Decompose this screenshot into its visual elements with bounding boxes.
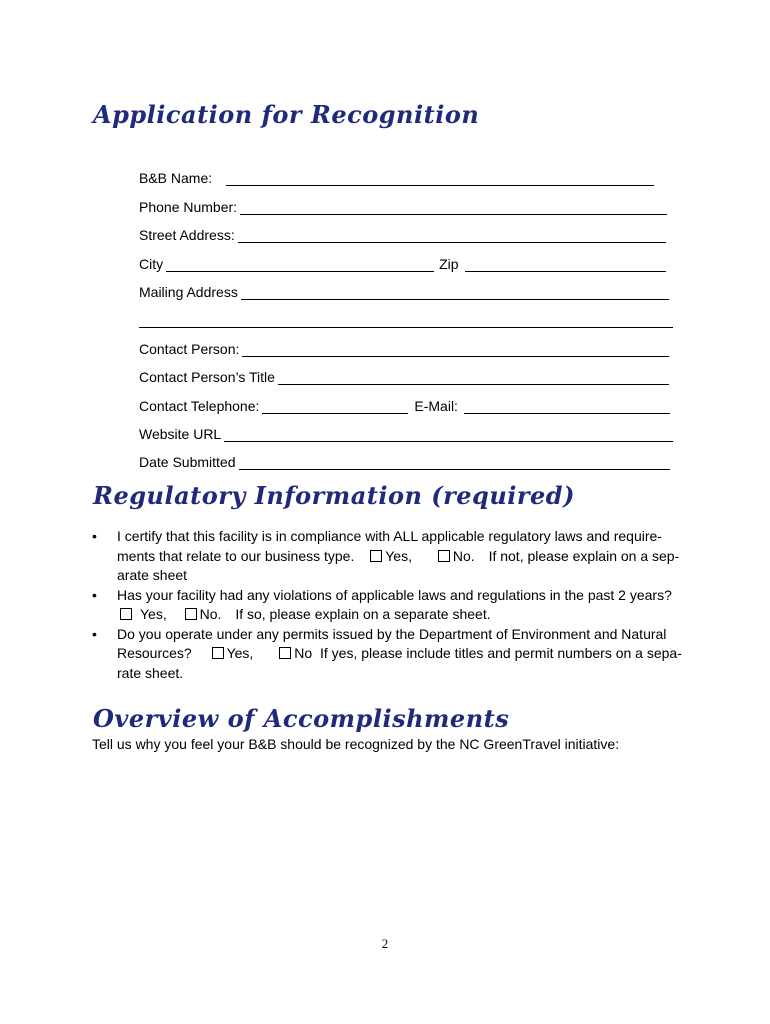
q3-text: Do you operate under any permits issued by the Department of Environment and Natural Resources? bbox=[117, 625, 667, 661]
q1-follow: If not, please explain on a sep-arate sheet bbox=[117, 547, 680, 583]
contact-title-label: Contact Person’s Title bbox=[139, 369, 275, 385]
city-field[interactable] bbox=[166, 257, 434, 272]
contact-title-field[interactable] bbox=[278, 370, 669, 385]
overview-title: Overview of Accomplishments bbox=[93, 704, 510, 733]
date-label: Date Submitted bbox=[139, 454, 236, 470]
mailing-field-2[interactable] bbox=[139, 313, 673, 328]
question-permits bbox=[92, 625, 682, 684]
q3-yes-label: Yes, bbox=[226, 645, 254, 661]
bullet-icon: • bbox=[92, 625, 97, 642]
city-label: City bbox=[139, 256, 164, 272]
contact-phone-row bbox=[139, 396, 670, 414]
date-row bbox=[139, 452, 670, 470]
bb-name-row bbox=[139, 168, 654, 186]
contact-person-row bbox=[139, 339, 669, 357]
zip-field[interactable] bbox=[465, 257, 666, 272]
question-compliance bbox=[92, 527, 682, 586]
contact-title-row bbox=[139, 367, 669, 385]
application-title: Application for Recognition bbox=[93, 100, 480, 129]
website-row bbox=[139, 424, 673, 442]
q2-yes-label: Yes, bbox=[140, 606, 167, 622]
q3-yes-checkbox[interactable] bbox=[212, 647, 224, 659]
regulatory-title: Regulatory Information (required) bbox=[93, 481, 575, 510]
mailing-label: Mailing Address bbox=[139, 284, 238, 300]
date-field[interactable] bbox=[239, 455, 670, 470]
city-zip-row bbox=[139, 254, 666, 272]
q3-follow: If yes, please include titles and permit numbers on a sepa-rate sheet. bbox=[117, 645, 682, 681]
bb-name-label: B&B Name: bbox=[139, 170, 213, 186]
phone-row bbox=[139, 197, 667, 215]
q1-yes-label: Yes, bbox=[385, 547, 412, 564]
website-field[interactable] bbox=[224, 427, 673, 442]
regulatory-questions bbox=[92, 527, 682, 683]
phone-field[interactable] bbox=[240, 200, 667, 215]
q1-no-label: No. bbox=[452, 547, 475, 564]
contact-phone-field[interactable] bbox=[262, 399, 408, 414]
overview-prompt: Tell us why you feel your B&B should be recognized by the NC GreenTravel initiative: bbox=[92, 736, 620, 752]
question-violations bbox=[92, 586, 682, 625]
website-label: Website URL bbox=[139, 426, 222, 442]
q2-no-label: No. bbox=[199, 606, 222, 622]
mailing-field[interactable] bbox=[241, 285, 669, 300]
street-row bbox=[139, 225, 666, 243]
q2-follow: If so, please explain on a separate sheet. bbox=[235, 606, 491, 622]
page-number: 2 bbox=[381, 936, 389, 951]
street-field[interactable] bbox=[238, 228, 666, 243]
q1-yes-checkbox[interactable] bbox=[370, 550, 382, 562]
q2-text: Has your facility had any violations of applicable laws and regulations in the past 2 years? bbox=[117, 586, 672, 603]
q1-text: I certify that this facility is in compliance with ALL applicable regulatory laws and require-ments that relate to our business type. bbox=[117, 528, 662, 564]
q1-no-checkbox[interactable] bbox=[438, 550, 450, 562]
mailing-row bbox=[139, 282, 669, 300]
phone-label: Phone Number: bbox=[139, 199, 238, 215]
street-label: Street Address: bbox=[139, 227, 235, 243]
q2-yes-checkbox[interactable] bbox=[120, 608, 132, 620]
q3-no-label: No bbox=[294, 645, 313, 661]
q2-no-checkbox[interactable] bbox=[185, 608, 197, 620]
contact-phone-label: Contact Telephone: bbox=[139, 398, 260, 414]
mailing-row-2 bbox=[139, 310, 673, 328]
q3-no-checkbox[interactable] bbox=[279, 647, 291, 659]
contact-person-field[interactable] bbox=[242, 342, 669, 357]
contact-person-label: Contact Person: bbox=[139, 341, 240, 357]
bullet-icon: • bbox=[92, 586, 97, 603]
bb-name-field[interactable] bbox=[226, 171, 654, 186]
email-label: E-Mail: bbox=[414, 398, 458, 414]
zip-label: Zip bbox=[439, 256, 459, 272]
email-field[interactable] bbox=[464, 399, 670, 414]
bullet-icon: • bbox=[92, 528, 97, 544]
